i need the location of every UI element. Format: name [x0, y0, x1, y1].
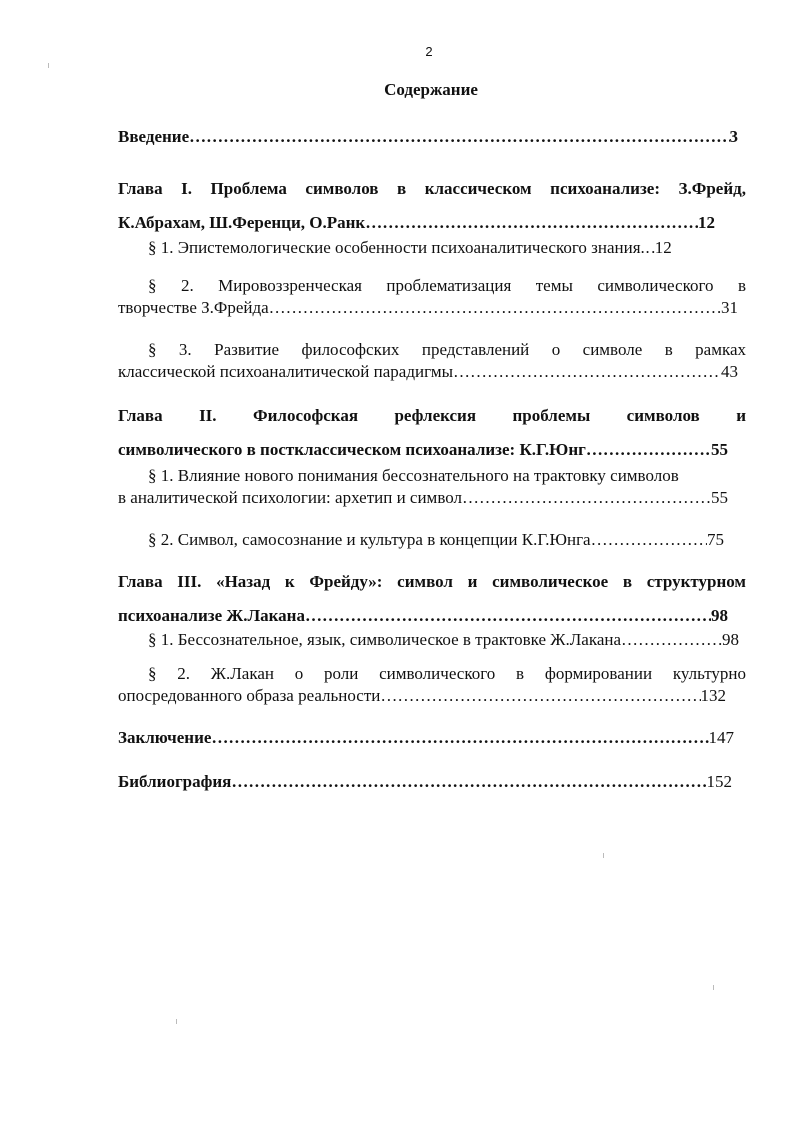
toc-entry-text: Заключение	[118, 728, 212, 747]
toc-entry-line	[118, 728, 734, 748]
toc-entry-line	[118, 772, 732, 792]
dot-leader	[453, 361, 721, 383]
page-ref: 132	[700, 686, 726, 705]
scan-speck	[176, 1019, 177, 1024]
toc-entry-chapter-2-section-2[interactable]	[148, 530, 724, 550]
toc-entry-line	[118, 599, 728, 633]
toc-entry-line	[118, 297, 738, 319]
toc-entry-text: классической психоаналитической парадигмы	[118, 362, 453, 381]
toc-entry-line	[118, 206, 715, 240]
toc-title: Содержание	[384, 80, 478, 99]
dot-leader	[365, 206, 698, 240]
scan-speck	[713, 985, 714, 990]
toc-entry-chapter-3-section-2[interactable]	[118, 663, 746, 707]
toc-entry-chapter-1[interactable]	[118, 172, 746, 240]
toc-entry-line	[118, 361, 738, 383]
dot-leader	[462, 487, 711, 509]
dot-leader	[621, 630, 722, 650]
toc-entry-line: § 1. Влияние нового понимания бессознательного на трактовку символов	[148, 466, 679, 485]
toc-entry-chapter-1-section-3[interactable]	[118, 339, 746, 383]
toc-entry-line: § 3. Развитие философских представлений о символе в рамках	[148, 340, 746, 359]
toc-entry-text: § 1. Эпистемологические особенности психоаналитического знания.	[148, 238, 645, 257]
toc-entry-text: Библиография	[118, 772, 232, 791]
page-ref: 3	[729, 127, 738, 146]
dot-leader	[231, 772, 706, 792]
toc-entry-text: опосредованного образа реальности	[118, 686, 381, 705]
toc-entry-line	[118, 433, 728, 467]
page-number: 2	[425, 44, 433, 59]
scan-speck	[48, 63, 49, 68]
page-ref: 12	[698, 213, 715, 232]
toc-entry-text: творчестве З.Фрейда	[118, 298, 269, 317]
toc-entry-chapter-3[interactable]	[118, 565, 746, 633]
toc-entry-bibliography[interactable]	[118, 772, 732, 792]
scan-speck	[603, 853, 604, 858]
dot-leader	[189, 127, 729, 147]
toc-entry-line: § 2. Ж.Лакан о роли символического в формировании культурно	[148, 664, 746, 683]
dot-leader	[305, 599, 711, 633]
toc-entry-line	[118, 685, 726, 707]
toc-entry-line: Глава II. Философская рефлексия проблемы символов и	[118, 406, 746, 425]
dot-leader	[591, 530, 707, 550]
dot-leader	[645, 238, 655, 258]
toc-entry-line	[148, 238, 741, 258]
page-ref: 12	[654, 238, 672, 257]
toc-entry-line: § 2. Мировоззренческая проблематизация темы символического в	[148, 276, 746, 295]
dot-leader	[211, 728, 708, 748]
toc-entry-text: в аналитической психологии: архетип и символ	[118, 488, 462, 507]
toc-entry-line	[148, 630, 739, 650]
toc-entry-chapter-1-section-1[interactable]	[148, 238, 741, 258]
toc-entry-text: § 2. Символ, самосознание и культура в концепции К.Г.Юнга	[148, 530, 591, 549]
toc-entry-chapter-3-section-1[interactable]	[148, 630, 739, 650]
toc-entry-chapter-1-section-2[interactable]	[118, 275, 746, 319]
page-ref: 43	[721, 362, 738, 381]
toc-entry-conclusion[interactable]	[118, 728, 734, 748]
page-ref: 55	[711, 440, 728, 459]
toc-entry-line: Глава III. «Назад к Фрейду»: символ и символическое в структурном	[118, 572, 746, 591]
toc-entry-text: символического в постклассическом психоанализе: К.Г.Юнг	[118, 440, 586, 459]
page-ref: 98	[722, 630, 739, 649]
toc-entry-text: Введение	[118, 127, 190, 146]
toc-entry-text: психоанализе Ж.Лакана	[118, 606, 305, 625]
toc-entry-text: К.Абрахам, Ш.Ференци, О.Ранк	[118, 213, 366, 232]
toc-entry-chapter-2-section-1[interactable]	[118, 465, 746, 509]
toc-entry-chapter-2[interactable]	[118, 399, 746, 467]
toc-entry-line	[118, 487, 728, 509]
page-ref: 55	[711, 488, 728, 507]
dot-leader	[380, 685, 700, 707]
toc-entry-line: Глава I. Проблема символов в классическом психоанализе: З.Фрейд,	[118, 179, 746, 198]
page-ref: 98	[711, 606, 728, 625]
toc-entry-introduction[interactable]	[118, 127, 738, 147]
page-ref: 147	[708, 728, 734, 747]
toc-entry-text: § 1. Бессознательное, язык, символическое в трактовке Ж.Лакана	[148, 630, 622, 649]
dot-leader	[586, 433, 711, 467]
toc-entry-line	[148, 530, 724, 550]
page-ref: 31	[721, 298, 738, 317]
page-ref: 152	[706, 772, 732, 791]
toc-entry-line	[118, 127, 738, 147]
page-ref: 75	[707, 530, 724, 549]
dot-leader	[269, 297, 721, 319]
